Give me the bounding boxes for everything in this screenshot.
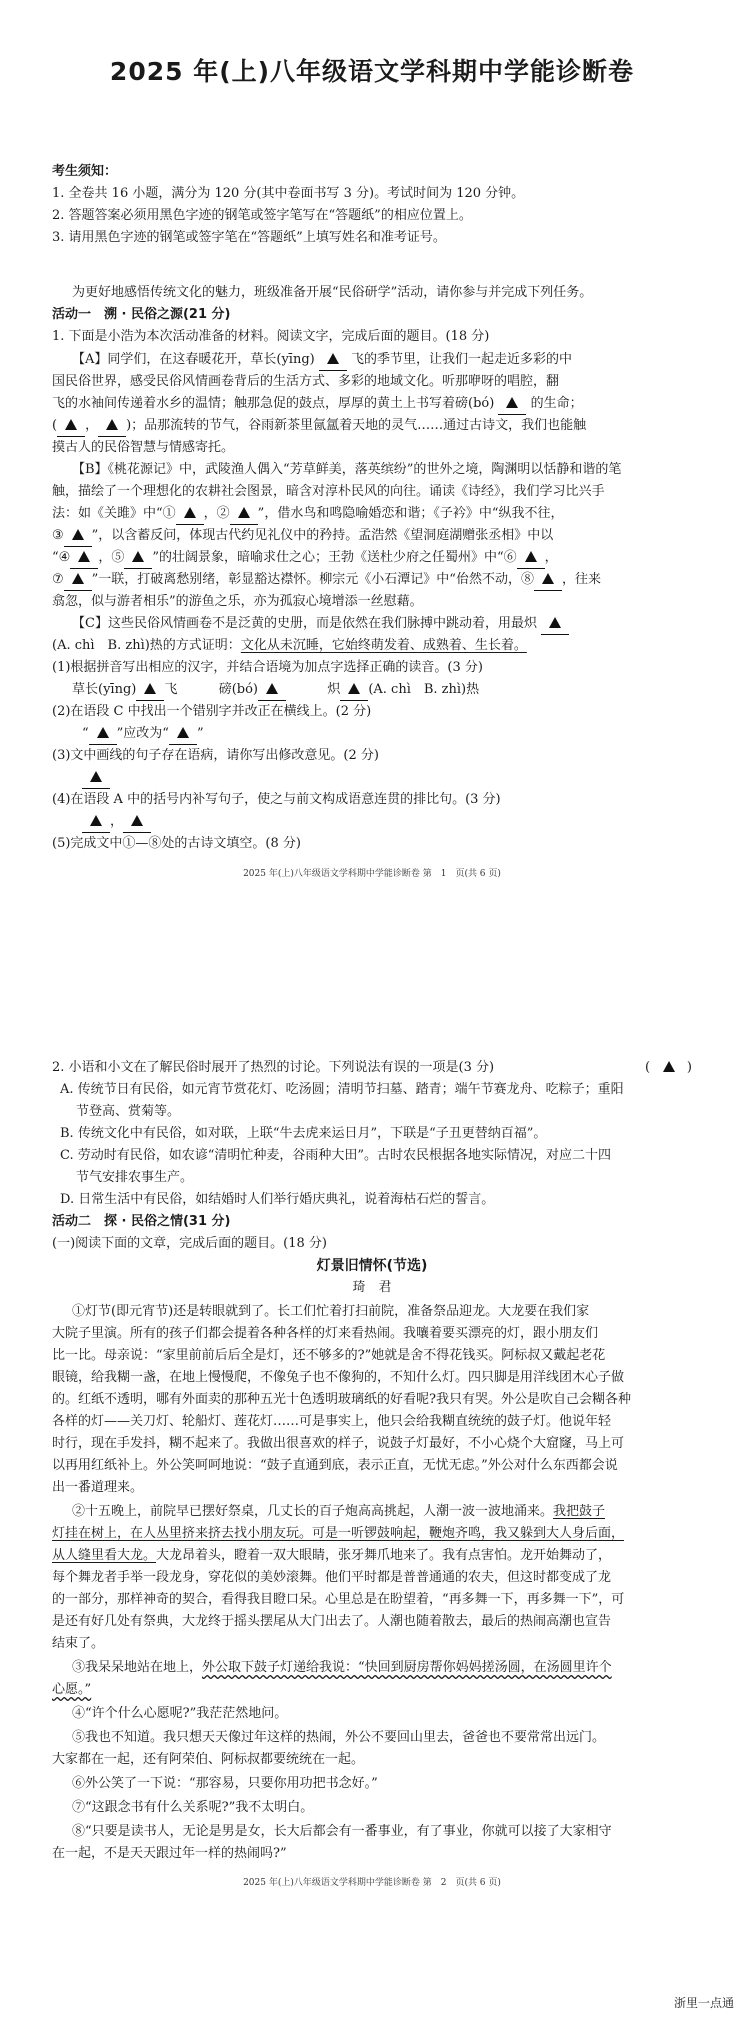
activity2-title: 活动二 探 · 民俗之情(31 分): [52, 1214, 231, 1229]
triangle-marker-icon: [90, 815, 102, 826]
sub-question-1: (1)根据拼音写出相应的汉字，并结合语境为加点字选择正确的读音。(3 分): [52, 660, 483, 675]
notice-item: 2. 答题答案必须用黑色字迹的钢笔或签字笔写在“答题纸”的相应位置上。: [52, 208, 472, 223]
site-watermark: 浙里一点通: [673, 1996, 734, 2010]
answer-blank[interactable]: [498, 394, 526, 415]
wavy-underlined-sentence: 心愿。”: [52, 1682, 92, 1697]
triangle-marker-icon: [131, 815, 143, 826]
para-a-line: 飞的水袖间传递着水乡的温情；触那急促的鼓点，厚厚的黄土上书写着磅(bó) 的生命；: [52, 394, 696, 415]
answer-blank[interactable]: [89, 724, 117, 745]
page-footer: 2025 年(上)八年级语文学科期中学能诊断卷 第 1 页(共 6 页): [243, 869, 501, 879]
answer-blank[interactable]: [123, 812, 151, 833]
triangle-marker-icon: [78, 551, 90, 562]
article-line: 时行，现在手发抖，糊不起来了。我做出很喜欢的样子，说鼓子灯最好，不小心烧个大窟窿，马上可: [52, 1436, 625, 1451]
article-line: ①灯节(即元宵节)还是转眼就到了。长工们忙着打扫前院，准备祭品迎龙。大龙要在我们家: [72, 1304, 590, 1319]
triangle-marker-icon: [106, 419, 118, 430]
triangle-marker-icon: [132, 551, 144, 562]
triangle-marker-icon: [72, 573, 84, 584]
poem-blank-7[interactable]: [64, 570, 92, 591]
article-line: ⑤我也不知道。我只想天天像过年这样的热闹，外公不要回山里去，爸爸也不要常常出远门。: [72, 1730, 606, 1745]
para-a-line: ( ， )；品那流转的节气，谷雨新茶里氤氲着天地的灵气……通过古诗文，我们也能触: [52, 416, 696, 437]
triangle-marker-icon: [144, 683, 156, 694]
wavy-underlined-sentence: 外公取下鼓子灯递给我说：“快回到厨房帮你妈妈搓汤圆，在汤圆里许个: [202, 1660, 612, 1675]
article-line: 眼镜，给我糊一盏，在地上慢慢爬，不像兔子也不像狗的，不知什么灯。四只脚是用洋线团木心子做: [52, 1370, 625, 1385]
article-line: 比一比。母亲说：“家里前前后后全是灯，还不够多的?”她就是舍不得花钱买。阿标叔又戴起老花: [52, 1348, 606, 1363]
article-author: 琦 君: [352, 1280, 392, 1295]
article-line: 的。红纸不透明，哪有外面卖的那种五光十色透明玻璃纸的好看呢?我只有哭。外公是吹自己会糊各种: [52, 1392, 631, 1407]
sub-question-2: (2)在语段 C 中找出一个错别字并改正在横线上。(2 分): [52, 704, 372, 719]
article-line: 结束了。: [52, 1636, 105, 1651]
sub1-answer-row: 草长(yīng) 飞 磅(bó) 炽 (A. chì B. zhì)热: [72, 680, 696, 701]
activity1-title: 活动一 溯 · 民俗之源(21 分): [52, 307, 231, 322]
article-line: 的一部分，那样神奇的契合，看得我目瞪口呆。心里总是在盼望着，“再多舞一下，再多舞一下”，可: [52, 1592, 625, 1607]
article-line: 是还有好几处有祭典，大龙终于摇头摆尾从大门出去了。人潮也随着散去，最后的热闹高潮也宣告: [52, 1614, 612, 1629]
para-a-line: 国民俗世界，感受民俗风情画卷背后的生活方式、多彩的地域文化。听那咿呀的唱腔，翻: [52, 374, 560, 389]
triangle-marker-icon: [506, 397, 518, 408]
triangle-marker-icon: [177, 727, 189, 738]
para-c-line: 【C】这些民俗风情画卷不是泛黄的史册，而是依然在我们脉搏中跳动着，用最炽: [72, 614, 696, 635]
poem-blank-6[interactable]: [517, 548, 545, 569]
sub-question-5: (5)完成文中①—⑧处的古诗文填空。(8 分): [52, 836, 301, 851]
q1-stem: 1. 下面是小浩为本次活动准备的材料。阅读文字，完成后面的题目。(18 分): [52, 329, 490, 344]
article-line: 出一番道理来。: [52, 1480, 144, 1495]
answer-blank[interactable]: [541, 614, 569, 635]
triangle-marker-icon: [184, 507, 196, 518]
answer-blank[interactable]: [136, 680, 164, 701]
q2-option-a-cont: 节登高、赏菊等。: [76, 1104, 181, 1119]
article-line: ⑦“这跟念书有什么关系呢?”我不太明白。: [72, 1800, 314, 1815]
q2-stem: 2. 小语和小文在了解民俗时展开了热烈的讨论。下列说法有误的一项是(3 分) ( ): [52, 1058, 696, 1078]
sub3-answer-row: [82, 768, 696, 789]
sub2-answer-row: “ ”应改为“ ”: [82, 724, 696, 745]
notice-item: 1. 全卷共 16 小题，满分为 120 分(其中卷面书写 3 分)。考试时间为 120 分钟。: [52, 186, 525, 201]
q2-option-a: A. 传统节日有民俗，如元宵节赏花灯、吃汤圆；清明节扫墓、踏青；端午节赛龙舟、吃粽子；重阳: [60, 1082, 624, 1097]
article-line: ④“许个什么心愿呢?”我茫茫然地问。: [72, 1706, 288, 1721]
answer-blank[interactable]: [258, 680, 286, 701]
answer-bracket[interactable]: ( ): [645, 1060, 692, 1075]
para-b-line: 法：如《关雎》中“① ，② ”，借水鸟和鸣隐喻婚恋和谐；《子衿》中“纵我不往，: [52, 504, 696, 525]
triangle-marker-icon: [266, 683, 278, 694]
para-b-line: ⑦ ”一联，打破离愁别绪，彰显豁达襟怀。柳宗元《小石潭记》中“佁然不动，⑧ ，往来: [52, 570, 696, 591]
article-line: 在一起，不是天天跟过年一样的热闹吗?”: [52, 1846, 287, 1861]
triangle-marker-icon: [65, 419, 77, 430]
underlined-sentence: 灯挂在树上，在人丛里挤来挤去找小朋友玩。可是一听锣鼓响起，鞭炮齐鸣，我又躲到大人身后面，: [52, 1526, 625, 1541]
triangle-marker-icon: [663, 1061, 675, 1072]
intro-text: 为更好地感悟传统文化的魅力，班级准备开展“民俗研学”活动，请你参与并完成下列任务。: [72, 285, 593, 300]
para-a-line: 【A】同学们，在这春暖花开，草长(yīng) 飞的季节里，让我们一起走近多彩的中: [72, 350, 696, 371]
exam-title: 2025 年(上)八年级语文学科期中学能诊断卷: [109, 57, 635, 86]
article-line: [52, 1524, 696, 1544]
answer-blank[interactable]: [57, 416, 85, 437]
para-b-line: 触，描绘了一个理想化的农耕社会图景，暗含对淳朴民风的向往。诵读《诗经》，我们学习比兴手: [52, 484, 605, 499]
triangle-marker-icon: [97, 727, 109, 738]
triangle-marker-icon: [72, 529, 84, 540]
q2-option-d: D. 日常生活中有民俗，如结婚时人们举行婚庆典礼，说着海枯石烂的誓言。: [60, 1192, 495, 1207]
answer-blank[interactable]: [98, 416, 126, 437]
page-footer: 2025 年(上)八年级语文学科期中学能诊断卷 第 2 页(共 6 页): [243, 1878, 501, 1888]
reading-stem: (一)阅读下面的文章，完成后面的题目。(18 分): [52, 1236, 327, 1251]
sub4-answer-row: ，: [82, 812, 696, 833]
poem-blank-5[interactable]: [124, 548, 152, 569]
article-line: 大院子里演。所有的孩子们都会提着各种各样的灯来看热闹。我嚷着要买漂亮的灯，跟小朋友们: [52, 1326, 599, 1341]
answer-blank[interactable]: [319, 350, 347, 371]
para-b-line: 翕忽，似与游者相乐”的游鱼之乐，亦为孤寂心境增添一丝慰藉。: [52, 594, 423, 609]
poem-blank-3[interactable]: [64, 526, 92, 547]
article-line: 以再用红纸补上。外公笑呵呵地说：“鼓子直通到底，表示正直，无忧无虑。”外公对什么东西都会说: [52, 1458, 618, 1473]
para-b-line: “④ ，⑤ ”的壮阔景象，暗喻求仕之心；王勃《送杜少府之任蜀州》中“⑥ ，: [52, 548, 696, 569]
triangle-marker-icon: [327, 353, 339, 364]
poem-blank-4[interactable]: [70, 548, 98, 569]
answer-blank[interactable]: [82, 768, 110, 789]
article-line: 从人缝里看大龙。大龙昂着头，瞪着一双大眼睛，张牙舞爪地来了。我有点害怕。龙开始舞动了，: [52, 1548, 612, 1563]
article-line: 每个舞龙者手举一段龙身，穿花似的美妙滚舞。他们平时都是普普通通的农夫，但这时都变成了龙: [52, 1570, 612, 1585]
exam-page-2: [0, 1040, 744, 2018]
para-b-line: 【B】《桃花源记》中，武陵渔人偶入“芳草鲜美，落英缤纷”的世外之境，陶渊明以恬静和谐的笔: [72, 462, 622, 477]
exam-page-1: [0, 0, 744, 990]
answer-blank[interactable]: [82, 812, 110, 833]
notice-item: 3. 请用黑色字迹的钢笔或签字笔在“答题纸”上填写姓名和准考证号。: [52, 230, 446, 245]
answer-blank[interactable]: [340, 680, 368, 701]
sub-question-3: (3)文中画线的句子存在语病，请你写出修改意见。(2 分): [52, 748, 379, 763]
poem-blank-8[interactable]: [534, 570, 562, 591]
q2-option-b: B. 传统文化中有民俗，如对联，上联“牛去虎来运日月”，下联是“子丑更替纳百福”。: [60, 1126, 547, 1141]
article-title: 灯景旧情怀(节选): [316, 1258, 428, 1274]
answer-blank[interactable]: [169, 724, 197, 745]
triangle-marker-icon: [238, 507, 250, 518]
underlined-sentence: 文化从未沉睡，它始终萌发着、成熟着、生长着。: [240, 638, 527, 653]
triangle-marker-icon: [549, 617, 561, 628]
notice-heading: 考生须知：: [52, 164, 118, 179]
triangle-marker-icon: [348, 683, 360, 694]
article-line: 各样的灯——关刀灯、轮船灯、莲花灯……可是事实上，他只会给我糊直统统的鼓子灯。他说年轻: [52, 1414, 612, 1429]
triangle-marker-icon: [90, 771, 102, 782]
para-c-line: (A. chì B. zhì)热的方式证明：文化从未沉睡，它始终萌发着、成熟着、生长着。: [52, 638, 527, 653]
q2-option-c-cont: 节气安排农事生产。: [76, 1170, 194, 1185]
triangle-marker-icon: [525, 551, 537, 562]
article-line: ②十五晚上，前院早已摆好祭桌，几丈长的百子炮高高挑起，人潮一波一波地涌来。我把鼓子: [72, 1504, 606, 1519]
underlined-sentence: 我把鼓子: [553, 1504, 606, 1519]
poem-blank-2[interactable]: [230, 504, 258, 525]
sub-question-4: (4)在语段 A 中的括号内补写句子，使之与前文构成语意连贯的排比句。(3 分): [52, 792, 501, 807]
triangle-marker-icon: [542, 573, 554, 584]
para-a-line: 摸古人的民俗智慧与情感寄托。: [52, 440, 235, 455]
article-line: 大家都在一起，还有阿荣伯、阿标叔都要统统在一起。: [52, 1752, 365, 1767]
poem-blank-1[interactable]: [176, 504, 204, 525]
article-line: ⑥外公笑了一下说：“那容易，只要你用功把书念好。”: [72, 1776, 378, 1791]
q2-option-c: C. 劳动时有民俗，如农谚“清明忙种麦，谷雨种大田”。古时农民根据各地实际情况，对应二十四: [60, 1148, 612, 1163]
underlined-sentence: 从人缝里看大龙。: [52, 1548, 157, 1563]
para-b-line: ③ ”，以含蓄反问，体现古代约见礼仪中的矜持。孟浩然《望洞庭湖赠张丞相》中以: [52, 526, 696, 547]
article-line: [52, 1680, 696, 1700]
article-line: ⑧“只要是读书人，无论是男是女，长大后都会有一番事业，有了事业，你就可以接了大家相守: [72, 1824, 612, 1839]
article-line: ③我呆呆地站在地上，外公取下鼓子灯递给我说：“快回到厨房帮你妈妈搓汤圆，在汤圆里许个: [72, 1660, 612, 1675]
